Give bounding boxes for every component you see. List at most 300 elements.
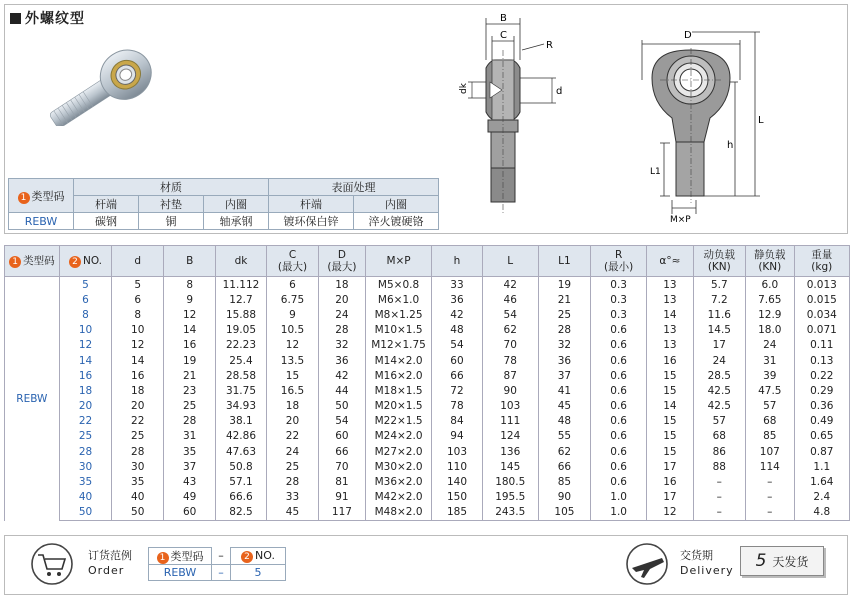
table-cell: 0.6 — [591, 429, 647, 444]
type-code-cell: REBW — [5, 277, 60, 521]
label-h: h — [727, 140, 734, 151]
table-cell: 66 — [432, 368, 482, 383]
table-row — [5, 474, 850, 489]
table-cell: 43 — [164, 474, 216, 489]
table-cell: 31.75 — [216, 383, 267, 398]
table-cell: 11.112 — [216, 277, 267, 293]
table-cell: 140 — [432, 474, 482, 489]
table-cell: 25 — [164, 399, 216, 414]
label-B: B — [500, 13, 507, 24]
table-cell: 85 — [746, 429, 795, 444]
table-cell: 0.11 — [794, 338, 849, 353]
col-MxP: M×P — [365, 246, 432, 277]
sub-header: 内圈 — [354, 196, 439, 213]
delivery-days-text: 天发货 — [772, 555, 809, 569]
table-cell: 0.6 — [591, 474, 647, 489]
table-cell: 0.6 — [591, 323, 647, 338]
table-cell: 47.63 — [216, 444, 267, 459]
order-example-table — [148, 547, 286, 581]
surface-header: 表面处理 — [269, 179, 439, 196]
row-no-cell: 18 — [59, 383, 111, 398]
table-cell: 42 — [319, 368, 366, 383]
table-cell: 1.0 — [591, 505, 647, 521]
table-cell: 18 — [319, 277, 366, 293]
table-cell: 17 — [693, 338, 745, 353]
row-no-cell: 30 — [59, 459, 111, 474]
table-cell: 14 — [164, 323, 216, 338]
order-no-value: 5 — [231, 565, 286, 581]
table-cell: 15 — [266, 368, 318, 383]
table-cell: 72 — [432, 383, 482, 398]
label-dk: dk — [459, 83, 469, 94]
table-cell: 7.65 — [746, 292, 795, 307]
type-code-header: 1 类型码 — [9, 179, 74, 213]
table-cell: 0.3 — [591, 277, 647, 293]
col-L: L — [482, 246, 538, 277]
table-cell: 0.6 — [591, 414, 647, 429]
table-row — [5, 368, 850, 383]
table-cell: 6 — [112, 292, 164, 307]
table-cell: 50.8 — [216, 459, 267, 474]
table-cell: 12 — [112, 338, 164, 353]
table-cell: 90 — [482, 383, 538, 398]
sub-header: 杆端 — [74, 196, 139, 213]
table-cell: 36 — [538, 353, 590, 368]
table-cell: 15 — [647, 414, 693, 429]
table-cell: 23 — [164, 383, 216, 398]
table-cell: 66.6 — [216, 490, 267, 505]
sub-header: 衬垫 — [139, 196, 204, 213]
table-cell: 0.49 — [794, 414, 849, 429]
table-cell: 107 — [746, 444, 795, 459]
row-no-cell: 20 — [59, 399, 111, 414]
table-cell: M18×1.5 — [365, 383, 432, 398]
col-dynamic-load: 动负载 (KN) — [693, 246, 745, 277]
table-cell: 66 — [319, 444, 366, 459]
table-cell: 28 — [266, 474, 318, 489]
table-cell: 35 — [164, 444, 216, 459]
table-cell: 15 — [647, 368, 693, 383]
table-cell: 25 — [538, 307, 590, 322]
airplane-icon — [622, 542, 672, 586]
row-no-cell: 10 — [59, 323, 111, 338]
table-row — [5, 490, 850, 505]
table-row — [5, 338, 850, 353]
table-cell: 18.0 — [746, 323, 795, 338]
table-cell: 16 — [647, 474, 693, 489]
row-no-cell: 25 — [59, 429, 111, 444]
table-cell: 0.034 — [794, 307, 849, 322]
table-row — [5, 323, 850, 338]
table-cell: 70 — [482, 338, 538, 353]
table-cell: 15 — [647, 429, 693, 444]
table-cell: 42.86 — [216, 429, 267, 444]
table-cell: 12.7 — [216, 292, 267, 307]
table-cell: M5×0.8 — [365, 277, 432, 293]
table-cell: 16.5 — [266, 383, 318, 398]
table-cell: 28 — [538, 323, 590, 338]
table-cell: 103 — [432, 444, 482, 459]
table-cell: 41 — [538, 383, 590, 398]
table-cell: 55 — [538, 429, 590, 444]
table-cell: M48×2.0 — [365, 505, 432, 521]
table-cell: 40 — [112, 490, 164, 505]
table-cell: 6 — [266, 277, 318, 293]
table-cell: 54 — [482, 307, 538, 322]
type-code-value: REBW — [9, 213, 74, 230]
table-cell: 38.1 — [216, 414, 267, 429]
table-cell: 19 — [538, 277, 590, 293]
delivery-days-number: 5 — [755, 551, 767, 571]
row-no-cell: 16 — [59, 368, 111, 383]
table-cell: 16 — [112, 368, 164, 383]
table-row — [5, 505, 850, 521]
front-view-drawing — [620, 8, 780, 223]
row-no-cell: 6 — [59, 292, 111, 307]
table-cell: 6.75 — [266, 292, 318, 307]
col-type-code: 1 类型码 — [5, 246, 60, 277]
col-d: d — [112, 246, 164, 277]
table-cell: M22×1.5 — [365, 414, 432, 429]
table-cell: 46 — [482, 292, 538, 307]
table-cell: M42×2.0 — [365, 490, 432, 505]
label-C: C — [500, 30, 507, 41]
table-cell: 0.6 — [591, 383, 647, 398]
table-cell: 0.3 — [591, 292, 647, 307]
delivery-label-en: Delivery — [680, 564, 734, 577]
table-cell: 12 — [164, 307, 216, 322]
table-cell: 17 — [647, 459, 693, 474]
table-cell: 10 — [112, 323, 164, 338]
col-B: B — [164, 246, 216, 277]
table-cell: 15 — [647, 383, 693, 398]
table-cell: 28 — [319, 323, 366, 338]
table-cell: M30×2.0 — [365, 459, 432, 474]
order-label-cn: 订货范例 — [88, 549, 132, 562]
table-cell: 36 — [432, 292, 482, 307]
col-static-load: 静负载 (KN) — [746, 246, 795, 277]
table-cell: 0.6 — [591, 368, 647, 383]
table-cell: 62 — [482, 323, 538, 338]
table-cell: 31 — [746, 353, 795, 368]
table-cell: 30 — [112, 459, 164, 474]
table-cell: 111 — [482, 414, 538, 429]
col-R: R (最小) — [591, 246, 647, 277]
table-row — [5, 399, 850, 414]
table-cell: 70 — [319, 459, 366, 474]
table-cell: M27×2.0 — [365, 444, 432, 459]
table-cell: 185 — [432, 505, 482, 521]
table-cell: 145 — [482, 459, 538, 474]
table-cell: 0.071 — [794, 323, 849, 338]
table-cell: 17 — [647, 490, 693, 505]
table-cell: 117 — [319, 505, 366, 521]
table-cell: 0.6 — [591, 399, 647, 414]
table-cell: 35 — [112, 474, 164, 489]
col-h: h — [432, 246, 482, 277]
table-cell: 0.3 — [591, 307, 647, 322]
table-cell: 105 — [538, 505, 590, 521]
table-cell: 124 — [482, 429, 538, 444]
table-cell: 19 — [164, 353, 216, 368]
table-cell: 0.6 — [591, 459, 647, 474]
row-no-cell: 28 — [59, 444, 111, 459]
table-cell: 9 — [266, 307, 318, 322]
table-cell: 21 — [538, 292, 590, 307]
table-cell: 0.29 — [794, 383, 849, 398]
material-value: 淬火镀硬铬 — [354, 213, 439, 230]
label-MxP: M×P — [670, 215, 691, 223]
table-cell: 21 — [164, 368, 216, 383]
table-cell: 28.5 — [693, 368, 745, 383]
row-no-cell: 40 — [59, 490, 111, 505]
table-cell: M10×1.5 — [365, 323, 432, 338]
table-cell: 0.65 — [794, 429, 849, 444]
table-cell: 33 — [432, 277, 482, 293]
table-cell: 1.0 — [591, 490, 647, 505]
table-cell: 1.1 — [794, 459, 849, 474]
table-cell: 54 — [432, 338, 482, 353]
table-cell: 28 — [164, 414, 216, 429]
table-cell: 15 — [647, 444, 693, 459]
table-cell: 16 — [164, 338, 216, 353]
table-cell: 0.6 — [591, 353, 647, 368]
table-cell: 18 — [266, 399, 318, 414]
col-alpha: α°≈ — [647, 246, 693, 277]
table-cell: 39 — [746, 368, 795, 383]
material-value: 镀环保白锌 — [269, 213, 354, 230]
order-no-header: 2 NO. — [231, 548, 286, 565]
table-row — [5, 307, 850, 322]
row-no-cell: 35 — [59, 474, 111, 489]
table-cell: 7.2 — [693, 292, 745, 307]
table-cell: M36×2.0 — [365, 474, 432, 489]
table-cell: 57 — [693, 414, 745, 429]
table-cell: – — [693, 474, 745, 489]
table-cell: 136 — [482, 444, 538, 459]
table-cell: 33 — [266, 490, 318, 505]
table-row — [5, 383, 850, 398]
table-cell: 42 — [482, 277, 538, 293]
table-cell: 14 — [647, 307, 693, 322]
table-cell: 49 — [164, 490, 216, 505]
order-label-en: Order — [88, 564, 125, 577]
table-cell: 37 — [538, 368, 590, 383]
table-cell: 86 — [693, 444, 745, 459]
material-value: 轴承钢 — [204, 213, 269, 230]
table-cell: 14 — [112, 353, 164, 368]
table-cell: – — [746, 505, 795, 521]
table-cell: 243.5 — [482, 505, 538, 521]
table-cell: 94 — [432, 429, 482, 444]
table-cell: 16 — [647, 353, 693, 368]
table-cell: 25 — [266, 459, 318, 474]
table-cell: 13 — [647, 292, 693, 307]
table-row — [5, 444, 850, 459]
col-dk: dk — [216, 246, 267, 277]
table-cell: 60 — [319, 429, 366, 444]
order-label — [88, 548, 132, 578]
table-cell: 57.1 — [216, 474, 267, 489]
material-value: 碳钢 — [74, 213, 139, 230]
table-cell: 24 — [266, 444, 318, 459]
table-cell: 54 — [319, 414, 366, 429]
spec-table — [4, 245, 850, 521]
table-cell: M8×1.25 — [365, 307, 432, 322]
number-1-icon: 1 — [18, 192, 30, 204]
table-cell: 5 — [112, 277, 164, 293]
table-cell: 2.4 — [794, 490, 849, 505]
table-cell: 31 — [164, 429, 216, 444]
table-cell: 18 — [112, 383, 164, 398]
table-cell: 0.22 — [794, 368, 849, 383]
number-2-icon: 2 — [241, 551, 253, 563]
table-cell: 13.5 — [266, 353, 318, 368]
table-cell: 4.8 — [794, 505, 849, 521]
label-d: d — [556, 86, 563, 97]
row-no-cell: 14 — [59, 353, 111, 368]
table-cell: 28.58 — [216, 368, 267, 383]
table-cell: M14×2.0 — [365, 353, 432, 368]
table-cell: 42 — [432, 307, 482, 322]
table-cell: 10.5 — [266, 323, 318, 338]
order-dash: – — [212, 548, 231, 565]
table-cell: 81 — [319, 474, 366, 489]
table-cell: 22 — [266, 429, 318, 444]
table-cell: 24 — [319, 307, 366, 322]
table-cell: 110 — [432, 459, 482, 474]
col-no: 2 NO. — [59, 246, 111, 277]
table-cell: 68 — [746, 414, 795, 429]
col-weight: 重量 (kg) — [794, 246, 849, 277]
table-cell: 8 — [112, 307, 164, 322]
row-no-cell: 50 — [59, 505, 111, 521]
label-R: R — [546, 40, 553, 51]
table-cell: 0.013 — [794, 277, 849, 293]
table-cell: 50 — [319, 399, 366, 414]
page-title: 外螺纹型 — [10, 8, 85, 28]
table-cell: 82.5 — [216, 505, 267, 521]
table-cell: 78 — [482, 353, 538, 368]
label-L1: L1 — [650, 167, 661, 177]
table-cell: 91 — [319, 490, 366, 505]
table-cell: 13 — [647, 338, 693, 353]
table-cell: 48 — [432, 323, 482, 338]
table-cell: 20 — [266, 414, 318, 429]
table-cell: 0.13 — [794, 353, 849, 368]
table-row — [5, 277, 850, 293]
row-no-cell: 8 — [59, 307, 111, 322]
table-cell: 42.5 — [693, 383, 745, 398]
table-cell: 32 — [538, 338, 590, 353]
sub-header: 杆端 — [269, 196, 354, 213]
label-D: D — [684, 30, 692, 41]
table-cell: 15.88 — [216, 307, 267, 322]
material-header: 材质 — [74, 179, 269, 196]
table-cell: 24 — [746, 338, 795, 353]
table-cell: – — [746, 474, 795, 489]
delivery-label-cn: 交货期 — [680, 549, 713, 562]
table-cell: – — [746, 490, 795, 505]
table-cell: 24 — [693, 353, 745, 368]
table-cell: 103 — [482, 399, 538, 414]
table-cell: 19.05 — [216, 323, 267, 338]
table-cell: 1.64 — [794, 474, 849, 489]
table-cell: 68 — [693, 429, 745, 444]
product-photo — [42, 36, 162, 126]
order-dash: – — [212, 565, 231, 581]
order-type-code-header: 1 类型码 — [149, 548, 212, 565]
table-cell: 0.015 — [794, 292, 849, 307]
col-D: D (最大) — [319, 246, 366, 277]
table-cell: 20 — [112, 399, 164, 414]
table-cell: 85 — [538, 474, 590, 489]
table-cell: 88 — [693, 459, 745, 474]
table-cell: 62 — [538, 444, 590, 459]
table-cell: 60 — [432, 353, 482, 368]
row-no-cell: 5 — [59, 277, 111, 293]
table-row — [5, 353, 850, 368]
table-cell: 28 — [112, 444, 164, 459]
table-cell: 90 — [538, 490, 590, 505]
table-cell: 34.93 — [216, 399, 267, 414]
table-cell: 0.36 — [794, 399, 849, 414]
table-row — [5, 459, 850, 474]
label-L: L — [758, 115, 764, 126]
table-cell: 195.5 — [482, 490, 538, 505]
table-cell: 12.9 — [746, 307, 795, 322]
table-cell: 48 — [538, 414, 590, 429]
table-cell: 14 — [647, 399, 693, 414]
row-no-cell: 22 — [59, 414, 111, 429]
table-cell: 9 — [164, 292, 216, 307]
table-cell: M20×1.5 — [365, 399, 432, 414]
table-cell: 180.5 — [482, 474, 538, 489]
table-cell: 47.5 — [746, 383, 795, 398]
table-cell: 0.6 — [591, 338, 647, 353]
table-cell: 8 — [164, 277, 216, 293]
table-cell: 84 — [432, 414, 482, 429]
table-cell: 37 — [164, 459, 216, 474]
table-cell: 14.5 — [693, 323, 745, 338]
table-cell: 0.6 — [591, 444, 647, 459]
delivery-label — [680, 548, 734, 578]
table-cell: 42.5 — [693, 399, 745, 414]
table-cell: 13 — [647, 277, 693, 293]
material-value: 铜 — [139, 213, 204, 230]
table-cell: 20 — [319, 292, 366, 307]
table-cell: – — [693, 490, 745, 505]
table-cell: M12×1.75 — [365, 338, 432, 353]
table-row — [5, 429, 850, 444]
table-cell: 114 — [746, 459, 795, 474]
table-cell: 44 — [319, 383, 366, 398]
table-cell: – — [693, 505, 745, 521]
order-code-value: REBW — [149, 565, 212, 581]
table-cell: 45 — [266, 505, 318, 521]
table-cell: 13 — [647, 323, 693, 338]
table-cell: 25.4 — [216, 353, 267, 368]
table-row — [5, 292, 850, 307]
table-cell: 32 — [319, 338, 366, 353]
table-cell: M6×1.0 — [365, 292, 432, 307]
table-cell: 78 — [432, 399, 482, 414]
table-cell: 22 — [112, 414, 164, 429]
table-cell: 60 — [164, 505, 216, 521]
table-cell: 12 — [266, 338, 318, 353]
table-cell: 0.87 — [794, 444, 849, 459]
table-row — [5, 414, 850, 429]
